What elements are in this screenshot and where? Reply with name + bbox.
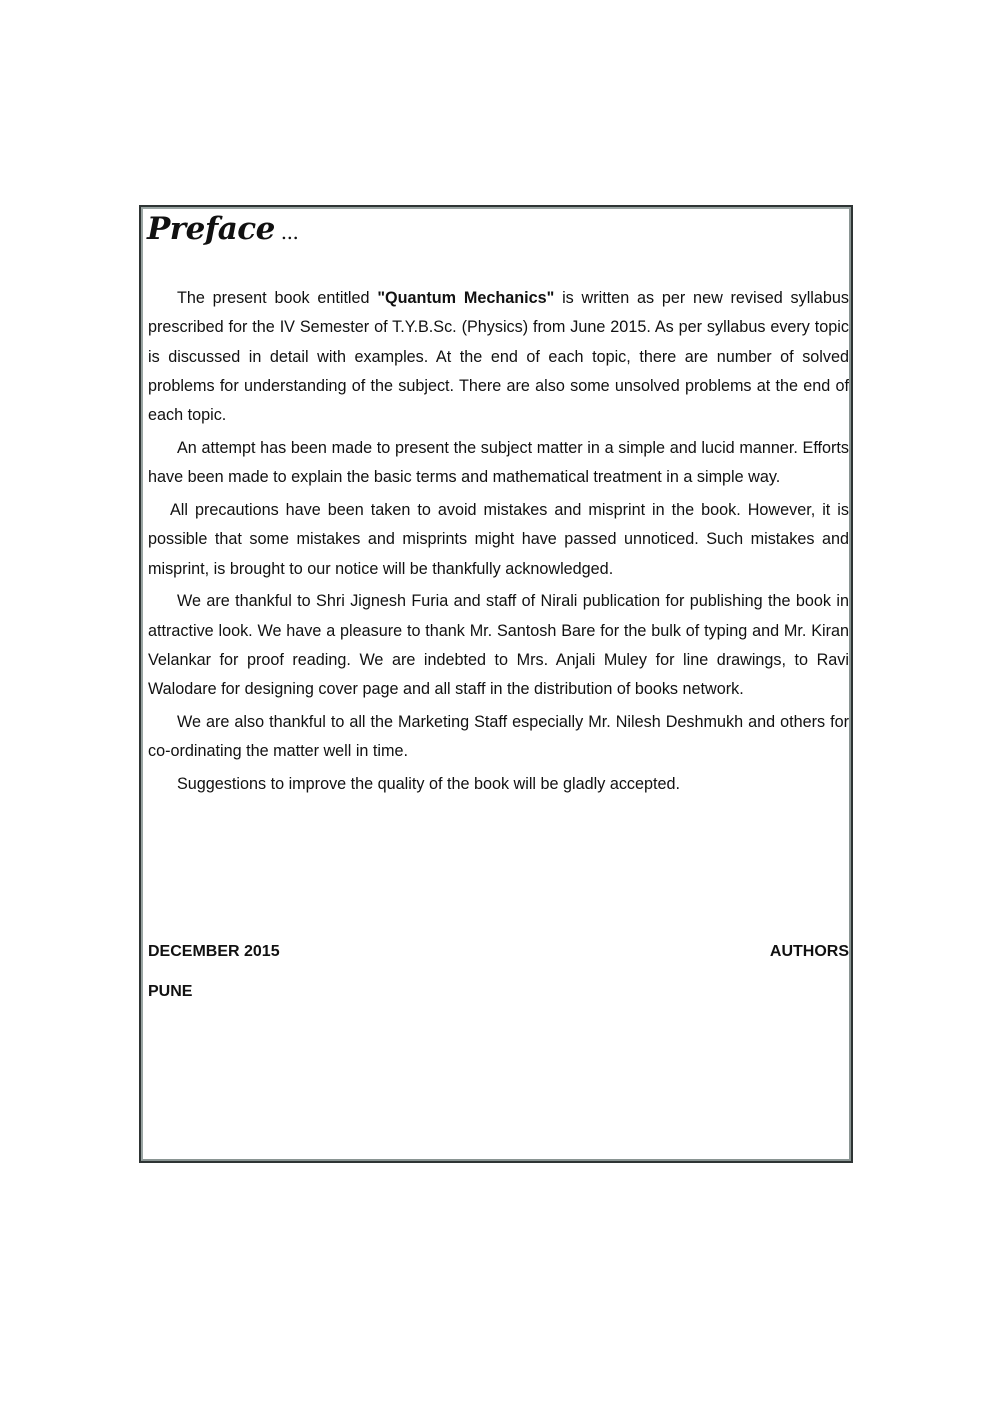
signature-place: PUNE <box>148 983 193 1000</box>
paragraph-5: We are also thankful to all the Marketing Staff especially Mr. Nilesh Deshmukh and others for co-ordinating the matter well in time. <box>148 713 849 761</box>
signature-row <box>148 943 849 961</box>
preface-frame <box>139 205 853 1163</box>
signature-authors: AUTHORS <box>769 943 849 960</box>
paragraph-1-lead: The present book entitled <box>177 289 378 307</box>
paragraph-1-rest: is written as per new revised syllabus prescribed for the IV Semester of T.Y.B.Sc. (Physics) from June 2015. As per syllabus every topic is discussed in detail with examples. At the end of each topic, there are number of solved problems for understanding of the subject. There are also some unsolved problems at the end of each topic. <box>148 289 849 425</box>
book-title: "Quantum Mechanics" <box>377 289 555 307</box>
paragraph-2: An attempt has been made to present the subject matter in a simple and lucid manner. Efforts have been made to explain the basic terms and mathematical treatment in a simple way. <box>148 438 849 487</box>
paragraph-4: We are thankful to Shri Jignesh Furia and staff of Nirali publication for publishing the book in attractive look. We have a pleasure to thank Mr. Santosh Bare for the bulk of typing and Mr. Kiran Velankar for proof reading. We are indebted to Mrs. Anjali Muley for line drawings, to Ravi Walodare for designing cover page and all staff in the distribution of books network. <box>148 592 849 699</box>
paragraph-3: All precautions have been taken to avoid mistakes and misprint in the book. However, it is possible that some mistakes and misprints might have passed unnoticed. Such mistakes and misprint, is brought to our notice will be thankfully acknowledged. <box>148 501 849 578</box>
page-title <box>147 211 298 247</box>
paragraph-1 <box>148 284 849 430</box>
preface-body <box>148 284 849 803</box>
title-text: Preface <box>147 211 275 247</box>
signature-date: DECEMBER 2015 <box>148 943 280 960</box>
title-ellipsis: ... <box>274 220 299 244</box>
paragraph-6: Suggestions to improve the quality of the book will be gladly accepted. <box>177 775 681 794</box>
